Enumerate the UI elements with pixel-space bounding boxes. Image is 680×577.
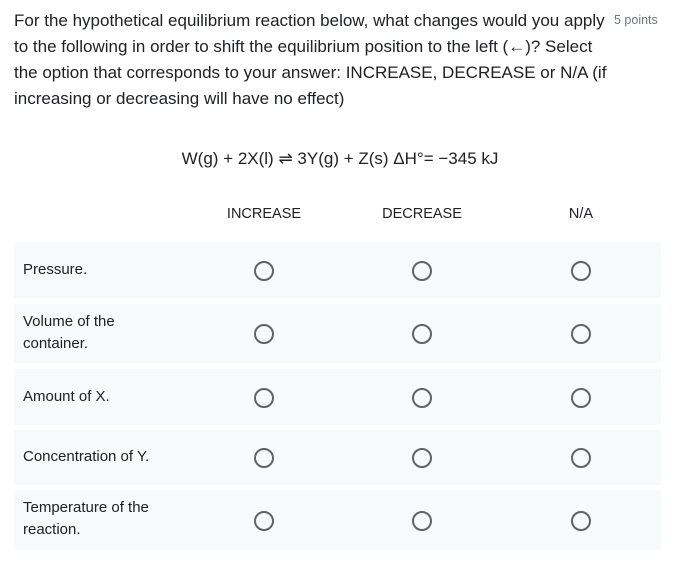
radio-decrease[interactable]	[412, 324, 432, 344]
column-header-na: N/A	[568, 206, 594, 222]
radio-increase[interactable]	[254, 448, 274, 468]
reaction-equation	[0, 149, 680, 169]
grid-row-amount-x	[14, 369, 661, 425]
radio-decrease[interactable]	[412, 511, 432, 531]
grid-row-volume	[14, 304, 661, 363]
radio-na[interactable]	[571, 324, 591, 344]
column-header-increase: INCREASE	[226, 206, 302, 222]
radio-na[interactable]	[571, 388, 591, 408]
row-label: Temperature of the reaction.	[23, 499, 149, 538]
row-label: Concentration of Y.	[23, 448, 150, 465]
question-text: For the hypothetical equilibrium reaction below, what changes would you apply to the following in order to shift the equilibrium position to the left (←)? Select the option that corresponds to your answer: INCREASE, DECREASE or N/A (if increasing or decreasing will have no effect)	[14, 11, 607, 108]
radio-decrease[interactable]	[412, 388, 432, 408]
radio-decrease[interactable]	[412, 261, 432, 281]
row-label: Amount of X.	[23, 388, 110, 405]
grid-row-pressure	[14, 242, 661, 298]
row-label: Volume of the container.	[23, 313, 115, 352]
grid-row-temperature	[14, 490, 661, 550]
equation-text: W(g) + 2X(l) ⇌ 3Y(g) + Z(s) ΔH°= −345 kJ	[181, 149, 499, 168]
radio-increase[interactable]	[254, 261, 274, 281]
radio-decrease[interactable]	[412, 448, 432, 468]
radio-na[interactable]	[571, 448, 591, 468]
radio-na[interactable]	[571, 261, 591, 281]
grid-row-concentration-y	[14, 430, 661, 485]
radio-increase[interactable]	[254, 388, 274, 408]
points-badge: 5 points	[614, 13, 658, 27]
column-header-decrease: DECREASE	[382, 206, 462, 222]
row-label: Pressure.	[23, 261, 88, 278]
radio-increase[interactable]	[254, 511, 274, 531]
radio-increase[interactable]	[254, 324, 274, 344]
radio-na[interactable]	[571, 511, 591, 531]
